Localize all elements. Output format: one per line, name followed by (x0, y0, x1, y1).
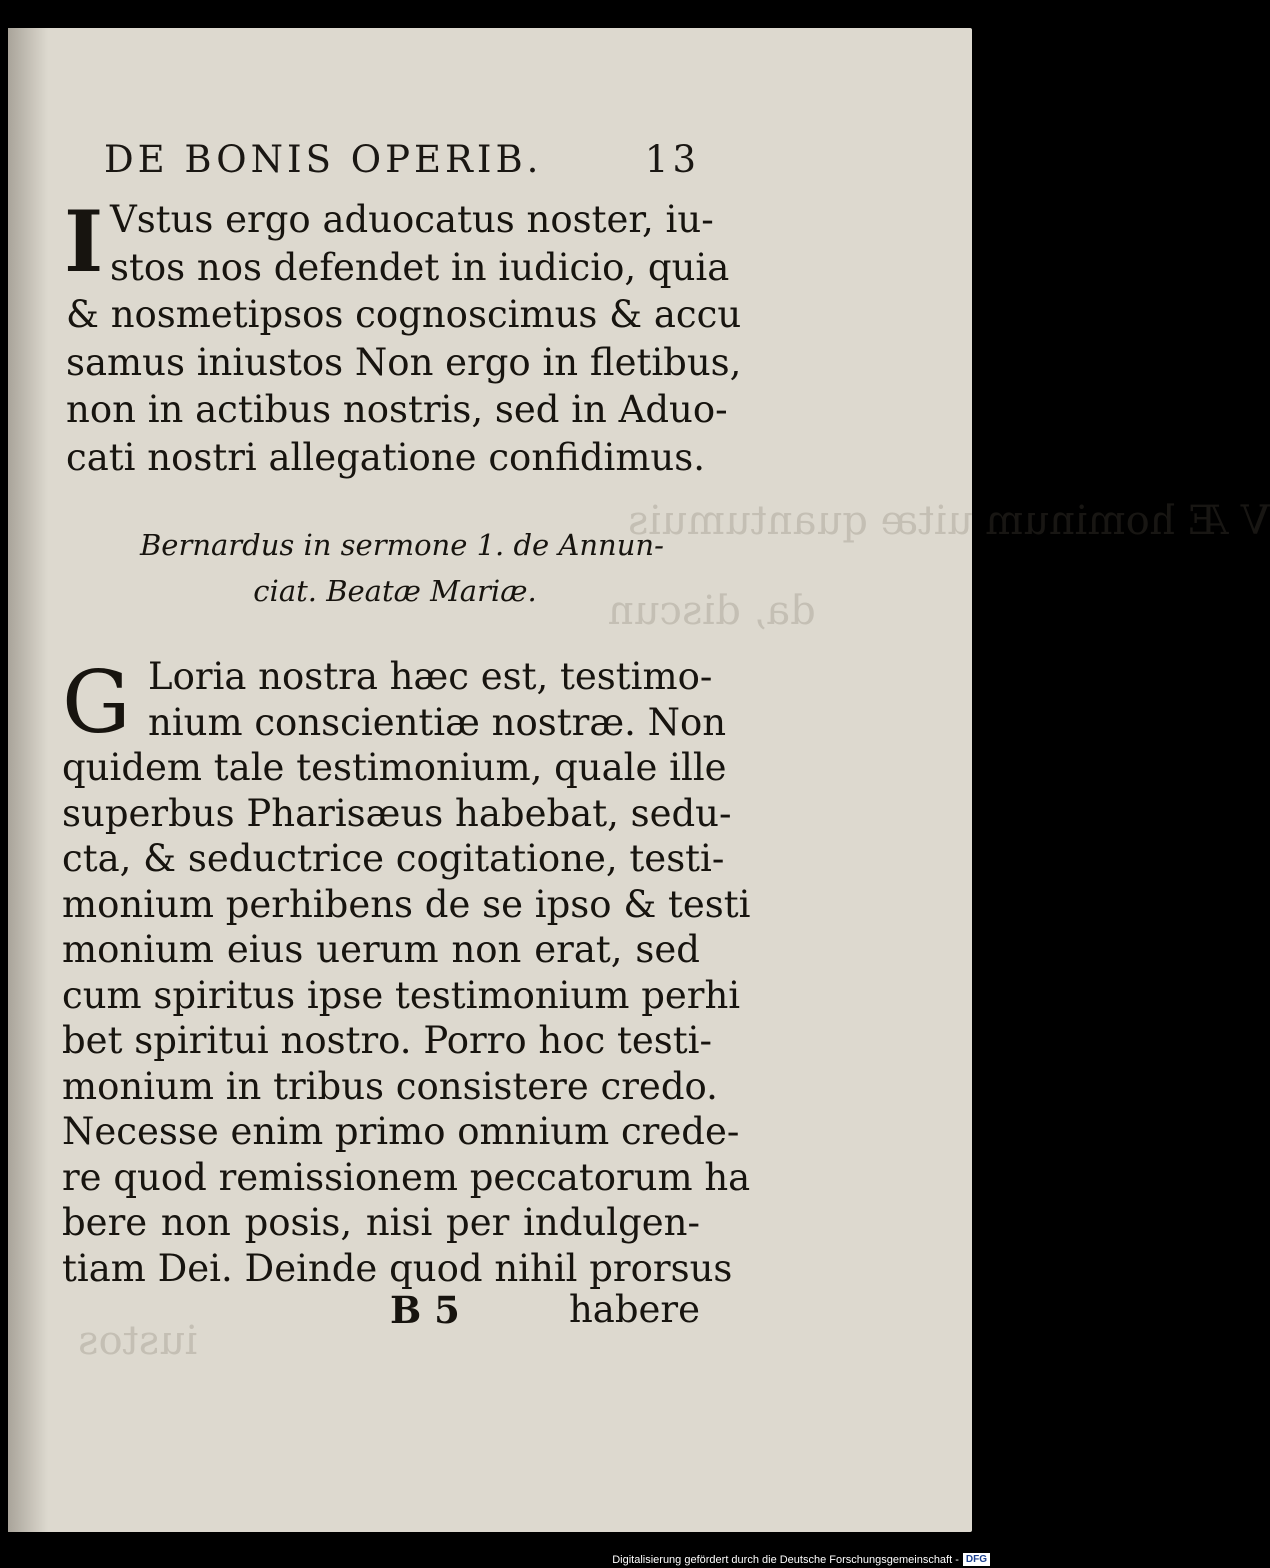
text-line: bere non posis, nisi per indulgen- (62, 1201, 700, 1244)
text-line: monium eius uerum non erat, sed (62, 928, 700, 971)
text-line: monium perhibens de se ipso & testi (62, 882, 751, 926)
text-line: nium conscientiæ nostræ. Non (148, 700, 727, 744)
paragraph-justus (64, 192, 742, 481)
text-line: & nosmetipsos cognoscimus & accu (66, 293, 742, 336)
section-heading (140, 522, 664, 614)
text-line: re quod remissionem peccatorum ha (62, 1155, 751, 1199)
show-through-text: V Æ hominum uitæ quantumuis (628, 498, 1270, 544)
heading-line: Bernardus in sermone 1. de Annun- (140, 528, 664, 562)
text-line: stos nos defendet in iudicio, quia (110, 245, 730, 289)
text-line: cum spiritus ipse testimonium perhi (62, 973, 741, 1017)
text-line: monium in tribus consistere credo. (62, 1064, 718, 1108)
drop-cap: I (64, 192, 104, 291)
catchword: habere (568, 1288, 700, 1331)
gutter-shadow (8, 28, 48, 1532)
funding-text: Digitalisierung gefördert durch die Deutsche Forschungsgemeinschaft - (612, 1553, 959, 1566)
text-line: cati nostri allegatione confidimus. (66, 435, 706, 479)
text-line: samus iniustos Non ergo in fletibus, (66, 340, 742, 384)
show-through-text: iustos (78, 1318, 198, 1364)
funding-footer (612, 1553, 990, 1566)
text-line: Vstus ergo aduocatus noster, iu- (110, 198, 714, 241)
text-line: cta, & seductrice cogitatione, testi- (62, 837, 725, 880)
drop-cap: G (62, 653, 131, 753)
catchline (390, 1288, 700, 1338)
text-line: tiam Dei. Deinde quod nihil prorsus (62, 1246, 733, 1290)
text-line: non in actibus nostris, sed in Aduo- (66, 388, 728, 431)
show-through-text: da, discun (608, 588, 816, 634)
running-head (104, 138, 704, 188)
running-title: DE BONIS OPERIB. (104, 138, 543, 181)
text-line: bet spiritui nostro. Porro hoc testi- (62, 1019, 712, 1062)
paragraph-gloria (62, 653, 751, 1291)
text-line: quidem tale testimonium, quale ille (62, 746, 727, 789)
heading-line: ciat. Beatæ Mariæ. (253, 574, 537, 608)
dfg-logo: DFG (963, 1553, 990, 1566)
text-line: Loria nostra hæc est, testimo- (148, 655, 713, 698)
page-number: 13 (644, 138, 700, 181)
text-line: Necesse enim primo omnium crede- (62, 1110, 740, 1153)
text-line: superbus Pharisæus habebat, sedu- (62, 791, 732, 835)
signature-mark: B 5 (390, 1288, 460, 1332)
